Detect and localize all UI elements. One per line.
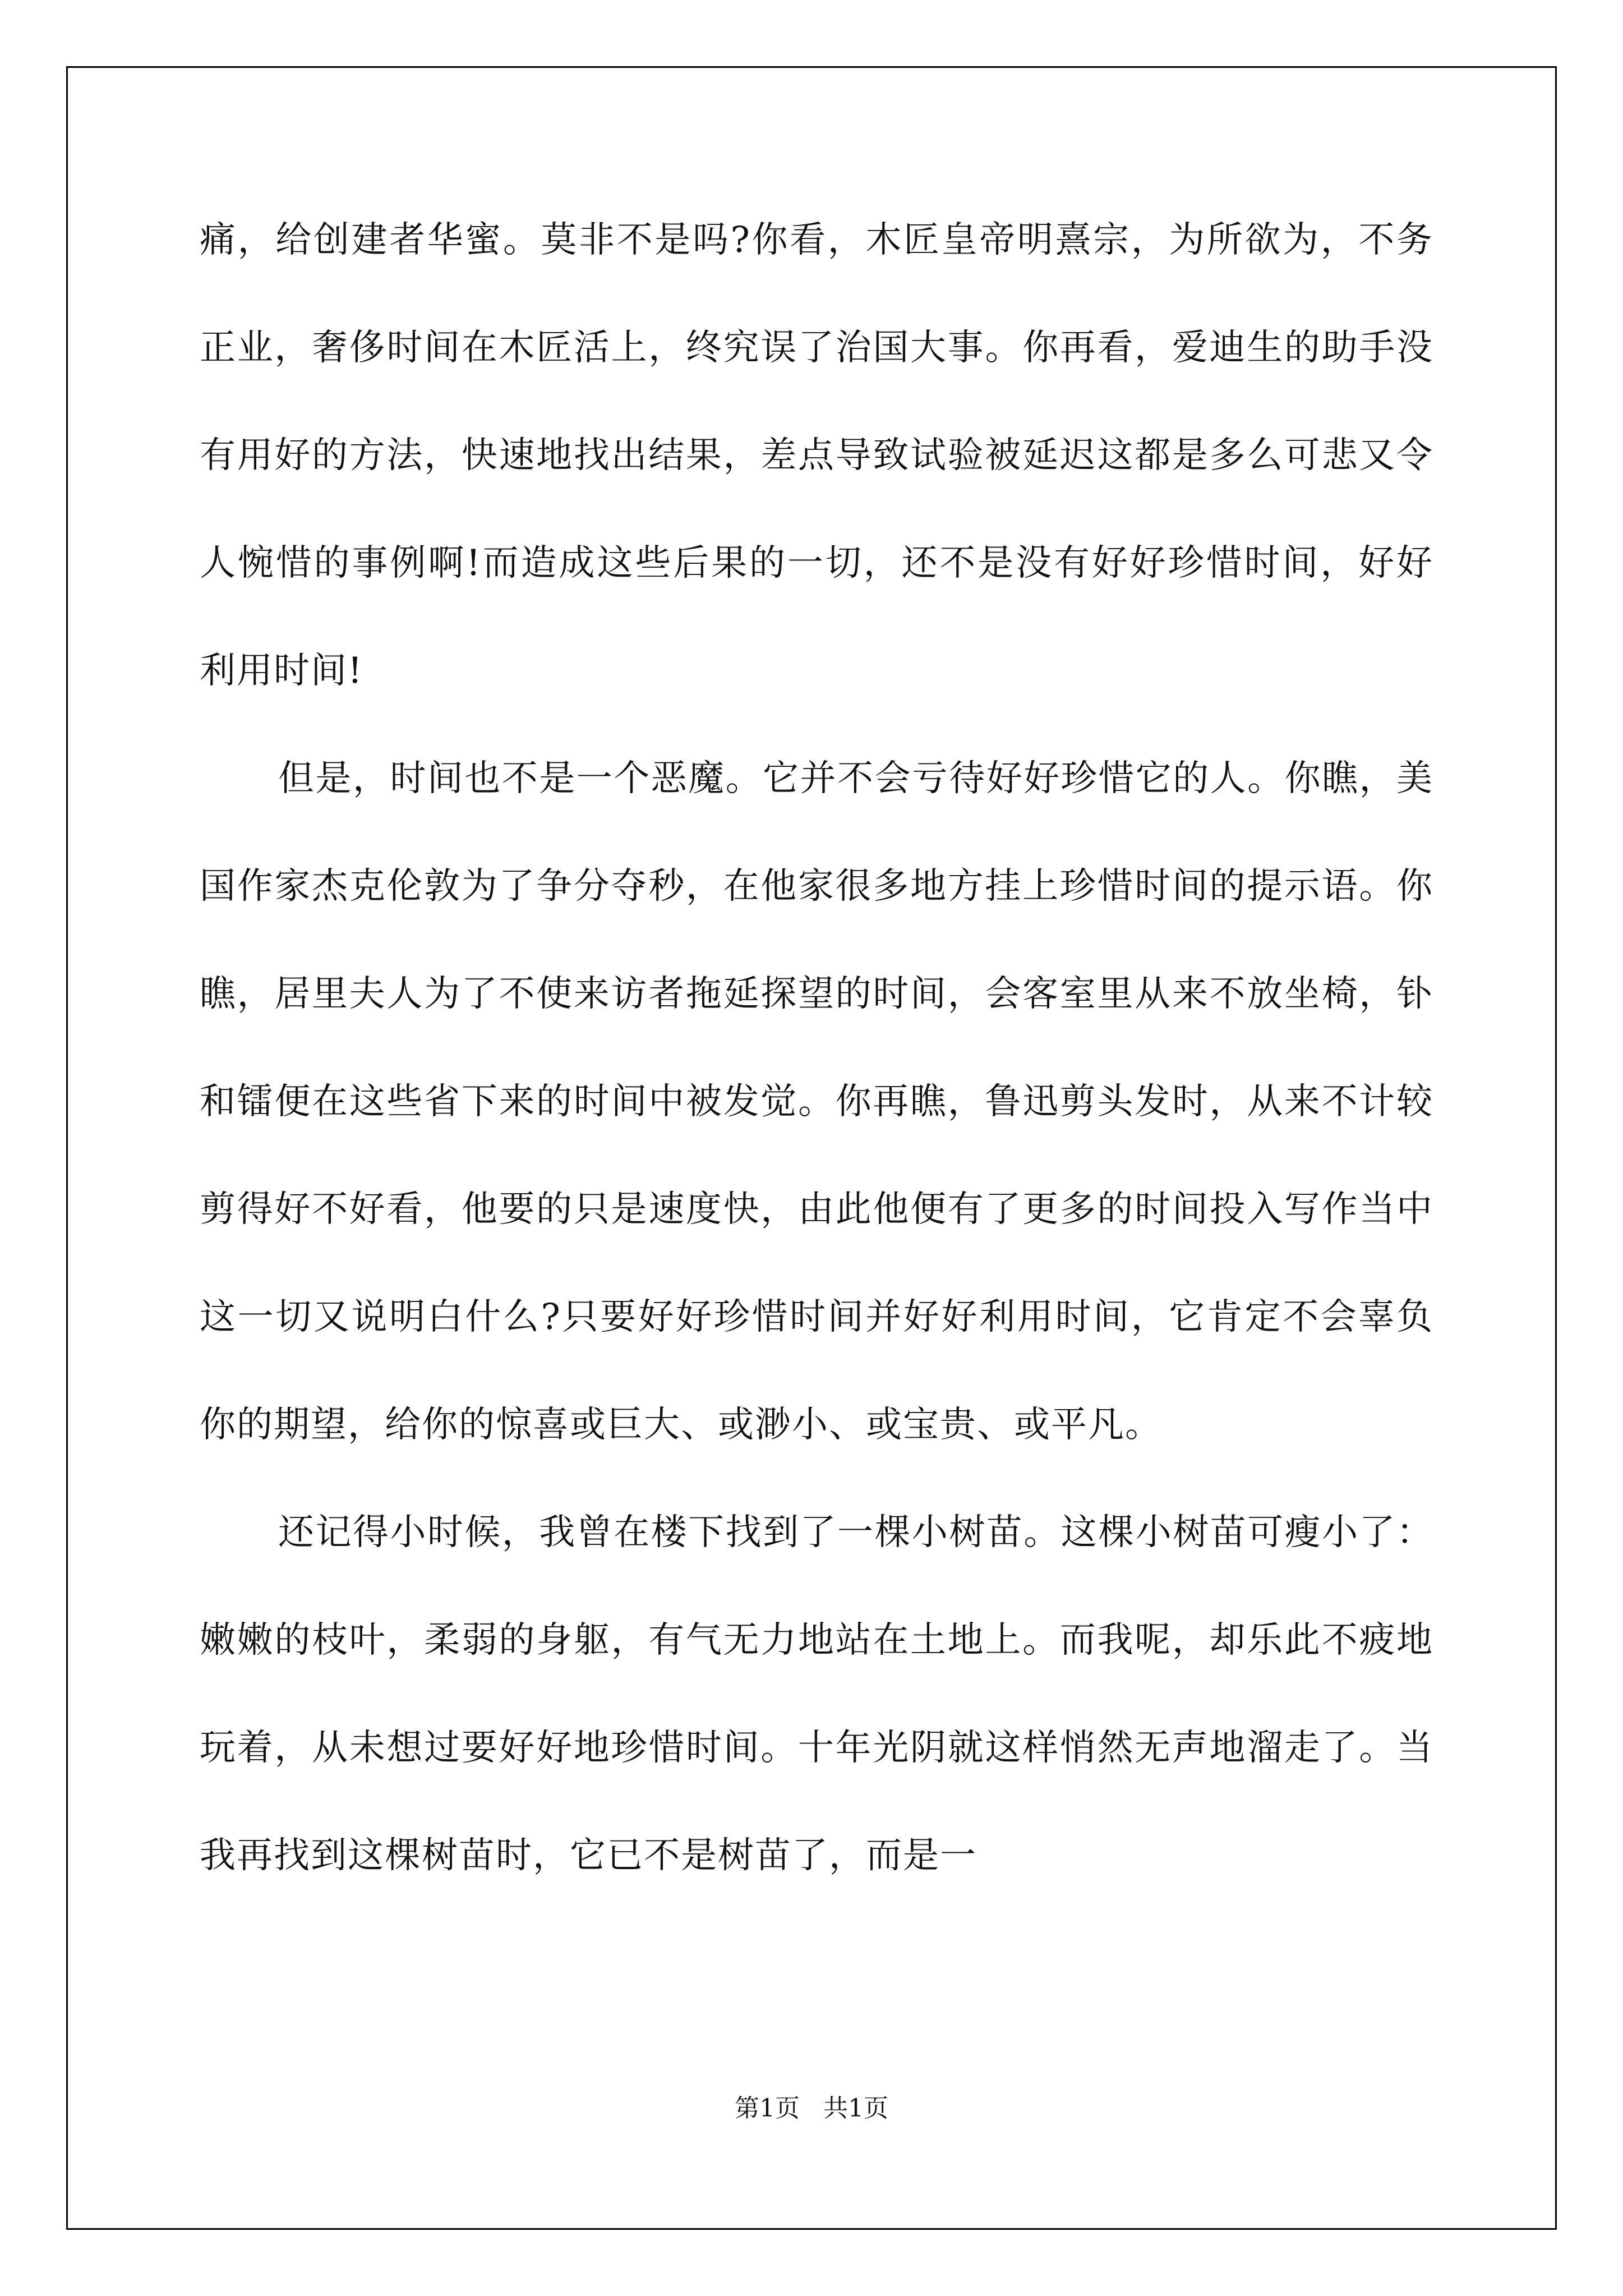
paragraph-2: 但是，时间也不是一个恶魔。它并不会亏待好好珍惜它的人。你瞧，美国作家杰克伦敦为了争分夺秒，在他家很多地方挂上珍惜时间的提示语。你瞧，居里夫人为了不使来访者拖延探望的时间，会客室里从来不放坐椅，钋和镭便在这些省下来的时间中被发觉。你再瞧，鲁迅剪头发时，从来不计较剪得好不好看，他要的只是速度快，由此他便有了更多的时间投入写作当中这一切又说明白什么?只要好好珍惜时间并好好利用时间，它肯定不会辜负你的期望，给你的惊喜或巨大、或渺小、或宝贵、或平凡。 xyxy=(200,758,1433,1446)
document-body xyxy=(200,186,1433,1910)
paragraph-3: 还记得小时候，我曾在楼下找到了一棵小树苗。这棵小树苗可瘦小了：嫩嫩的枝叶，柔弱的身躯，有气无力地站在土地上。而我呢，却乐此不疲地玩着，从未想过要好好地珍惜时间。十年光阴就这样悄然无声地溜走了。当我再找到这棵树苗时，它已不是树苗了，而是一 xyxy=(200,1512,1433,1876)
paragraph-1: 痛，给创建者华蜜。莫非不是吗?你看，木匠皇帝明熹宗，为所欲为，不务正业，奢侈时间在木匠活上，终究误了治国大事。你再看，爱迪生的助手没有用好的方法，快速地找出结果，差点导致试验被延迟这都是多么可悲又令人惋惜的事例啊!而造成这些后果的一切，还不是没有好好珍惜时间，好好利用时间! xyxy=(200,219,1433,692)
page-number-footer: 第1页 共1页 xyxy=(735,2094,888,2123)
